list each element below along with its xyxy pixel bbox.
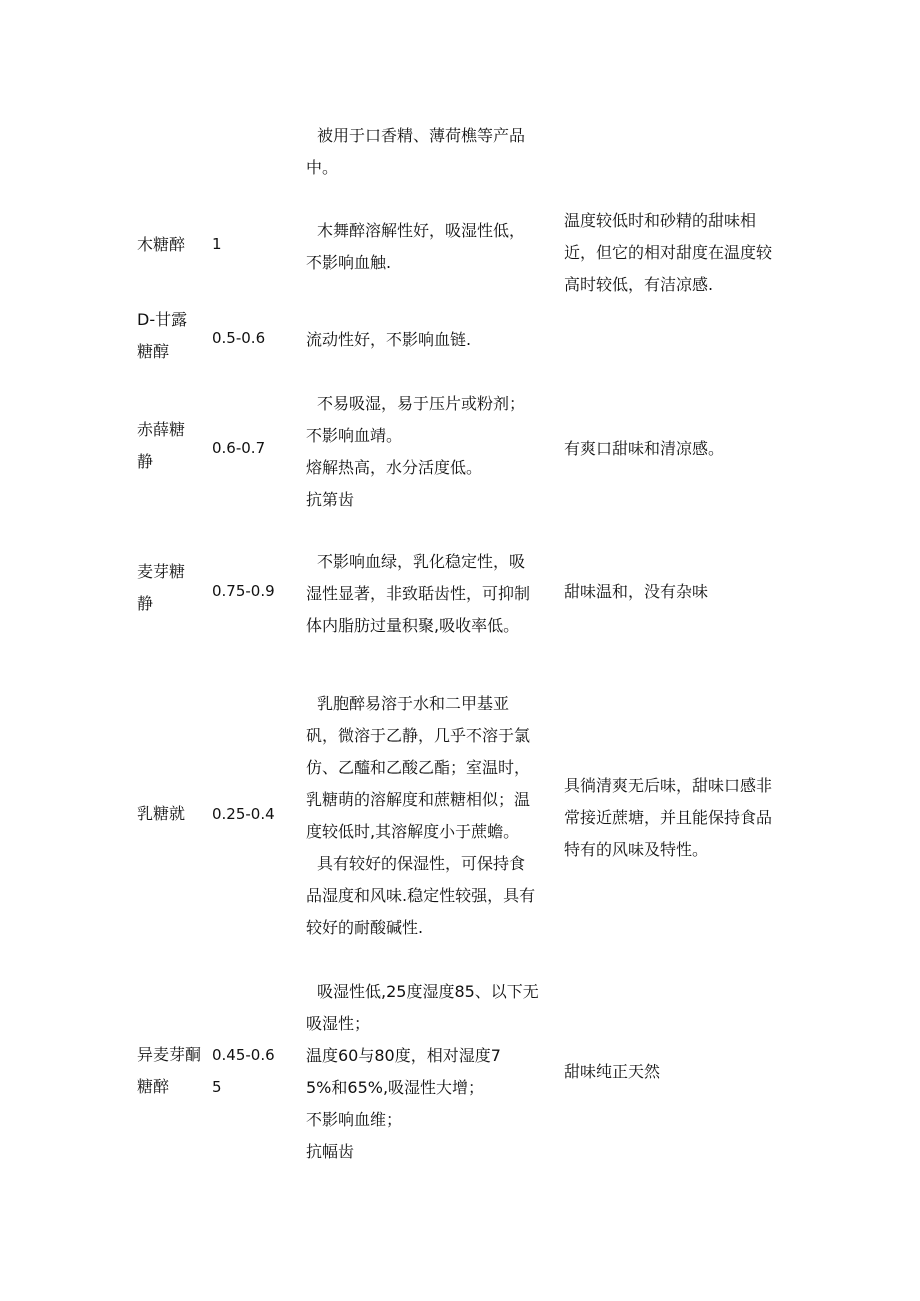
- properties-cell: [306, 120, 556, 184]
- text-line: D-甘露: [137, 310, 188, 329]
- text-line: 0.45-0.6: [212, 1046, 275, 1064]
- text-line: 不影响血触.: [306, 253, 392, 272]
- taste-cell: [564, 770, 789, 866]
- text-line: 5%和65%,吸湿性大增；: [306, 1078, 485, 1097]
- value-cell: [212, 798, 292, 830]
- name-cell: [137, 798, 207, 830]
- text-line: 1: [212, 235, 222, 253]
- text-line: 乳胞醉易溶于水和二甲基亚: [317, 694, 510, 713]
- taste-cell: [564, 1056, 789, 1088]
- text-line: 中。: [306, 158, 339, 177]
- text-line: 温度较低时和砂精的甜味相: [564, 211, 757, 230]
- text-line: 度较低时,其溶解度小于蔗蟾。: [306, 822, 520, 841]
- text-line: 异麦芽酮: [137, 1045, 202, 1064]
- text-line: 0.6-0.7: [212, 439, 266, 457]
- value-cell: [212, 1039, 292, 1103]
- text-line: 糖醇: [137, 342, 170, 361]
- text-line: 甜味温和，没有杂味: [564, 582, 709, 601]
- text-line: 甜味纯正天然: [564, 1062, 661, 1081]
- text-line: 0.75-0.9: [212, 582, 275, 600]
- properties-cell: [306, 546, 556, 642]
- text-line: 常接近蔗塘，并且能保持食品: [564, 808, 773, 827]
- taste-cell: [564, 205, 789, 301]
- name-cell: [137, 229, 207, 261]
- text-line: 被用于口香精、薄荷樵等产品: [317, 126, 526, 145]
- text-line: 静: [137, 594, 154, 613]
- text-line: 吸湿性低,25度湿度85、以下无: [317, 982, 539, 1001]
- text-line: 温度60与80度，相对湿度7: [306, 1046, 501, 1065]
- text-line: 木舞醉溶解性好，吸湿性低，: [317, 221, 526, 240]
- text-line: 乳糖萌的溶解度和蔗糖相似；温: [306, 790, 531, 809]
- properties-cell: [306, 976, 556, 1168]
- value-cell: [212, 575, 292, 607]
- text-line: 具徜清爽无后味，甜味口感非: [564, 776, 773, 795]
- text-line: 不易吸湿，易于压片或粉剂；: [317, 394, 526, 413]
- text-line: 体内脂肪过量积聚,吸收率低。: [306, 616, 520, 635]
- text-line: 仿、乙醯和乙酸乙酯；室温时，: [306, 758, 531, 777]
- name-cell: [137, 1039, 207, 1103]
- text-line: 麦芽糖: [137, 562, 186, 581]
- name-cell: [137, 414, 207, 478]
- text-line: 较好的耐酸碱性.: [306, 918, 424, 937]
- text-line: 品湿度和风味.稳定性较强，具有: [306, 886, 536, 905]
- text-line: 矾，微溶于乙静，几乎不溶于氯: [306, 726, 531, 745]
- text-line: 糖醉: [137, 1077, 170, 1096]
- text-line: 赤薛糖: [137, 420, 186, 439]
- value-cell: [212, 322, 292, 354]
- text-line: 特有的风味及特性。: [564, 840, 709, 859]
- text-line: 5: [212, 1078, 222, 1096]
- name-cell: [137, 556, 207, 620]
- text-line: 抗第齿: [306, 490, 355, 509]
- value-cell: [212, 228, 292, 260]
- taste-cell: [564, 433, 789, 465]
- text-line: 湿性显著，非致聒齿性，可抑制: [306, 584, 531, 603]
- text-line: 流动性好，不影响血链.: [306, 330, 472, 349]
- text-line: 乳糖就: [137, 804, 186, 823]
- text-line: 吸湿性；: [306, 1014, 371, 1033]
- text-line: 抗幅齿: [306, 1142, 355, 1161]
- text-line: 不影响血维；: [306, 1110, 403, 1129]
- text-line: 不影响血绿，乳化稳定性，吸: [317, 552, 526, 571]
- text-line: 有爽口甜味和清凉感。: [564, 439, 725, 458]
- text-line: 高时较低，有洁凉感.: [564, 275, 714, 294]
- text-line: 熔解热高，水分活度低。: [306, 458, 483, 477]
- text-line: 0.25-0.4: [212, 805, 275, 823]
- properties-cell: [306, 324, 556, 356]
- properties-cell: [306, 388, 556, 516]
- text-line: 0.5-0.6: [212, 329, 266, 347]
- value-cell: [212, 432, 292, 464]
- text-line: 具有较好的保湿性，可保持食: [317, 854, 526, 873]
- name-cell: [137, 304, 207, 368]
- text-line: 木糖醉: [137, 235, 186, 254]
- text-line: 静: [137, 452, 154, 471]
- text-line: 近，但它的相对甜度在温度较: [564, 243, 773, 262]
- text-line: 不影响血靖。: [306, 426, 403, 445]
- properties-cell: [306, 215, 556, 279]
- properties-cell: [306, 688, 556, 944]
- taste-cell: [564, 576, 789, 608]
